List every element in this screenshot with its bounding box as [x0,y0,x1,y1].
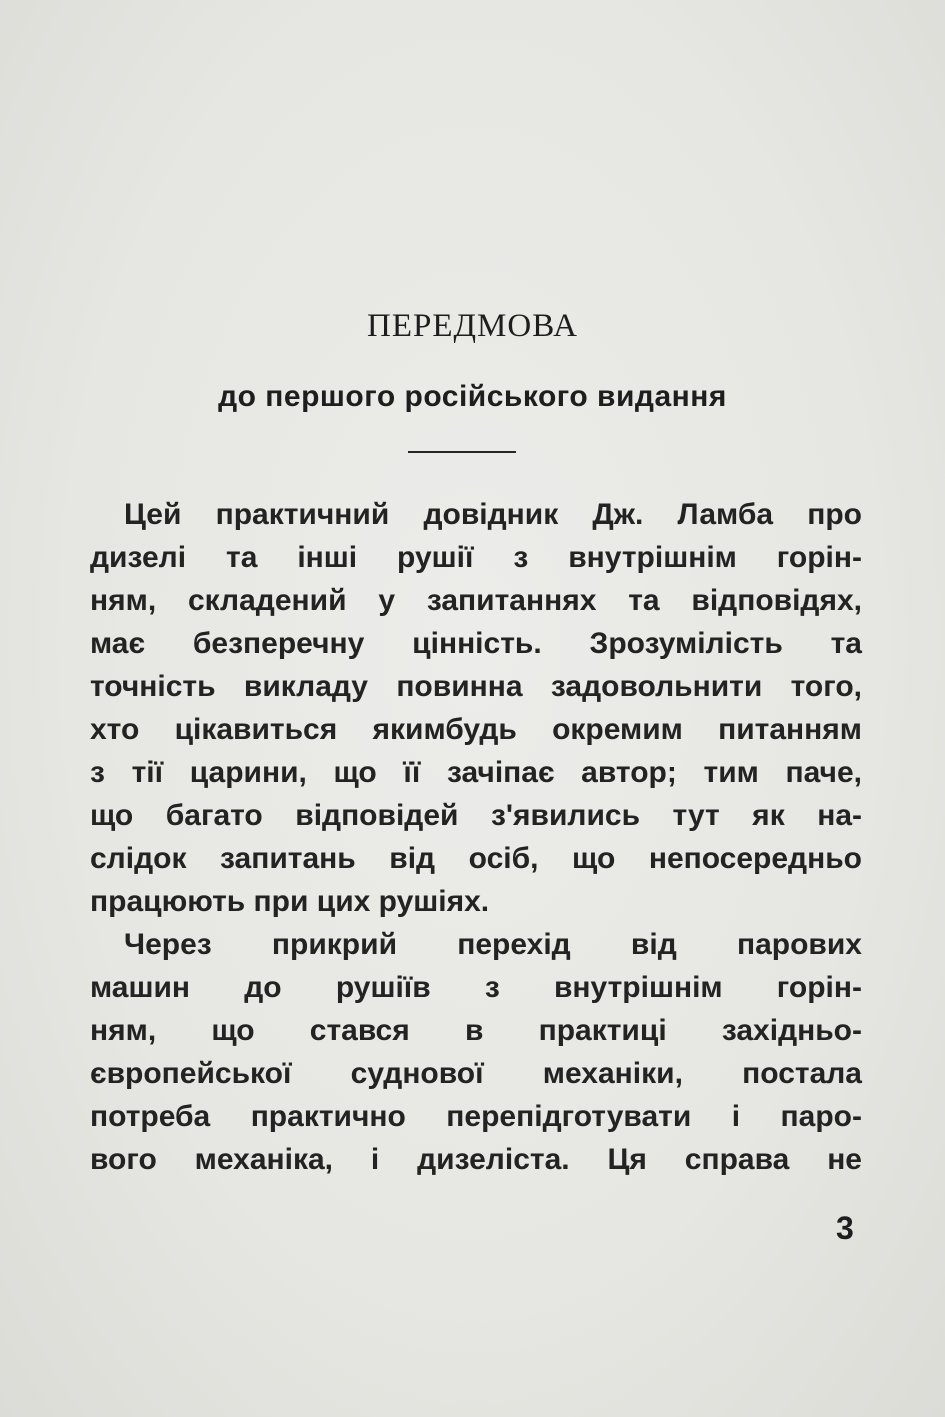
title-divider [408,451,516,453]
text-line: ням, що стався в практиці західньо- [90,1014,862,1047]
page-subtitle: до першого російського видання [218,380,727,413]
page-title: ПЕРЕДМОВА [367,308,578,344]
text-line: ням, складений у запитаннях та відповідях, [90,584,862,617]
text-line: вого механіка, і дизеліста. Ця справа не [90,1143,862,1176]
text-line: слідок запитань від осіб, що непосередньо [90,842,862,875]
body-text [90,493,862,1181]
text-line: працюють при цих рушіях. [90,885,490,918]
text-line: має безперечну цінність. Зрозумілість та [90,627,862,660]
page-number: 3 [836,1210,854,1246]
text-line: точність викладу повинна задовольнити того, [90,670,862,703]
text-line: Через прикрий перехід від парових [124,928,862,961]
text-line: Цей практичний довідник Дж. Ламба про [124,498,862,531]
text-line: хто цікавиться якимбудь окремим питанням [90,713,862,746]
text-line: дизелі та інші рушії з внутрішнім горін- [90,541,862,574]
text-line: потреба практично перепідготувати і паро- [90,1100,862,1133]
text-line: європейської суднової механіки, постала [90,1057,862,1090]
text-line: що багато відповідей з'явились тут як на- [90,799,862,832]
text-line: з тії царини, що її зачіпає автор; тим паче, [90,756,862,789]
text-line: машин до рушіїв з внутрішнім горін- [90,971,862,1004]
